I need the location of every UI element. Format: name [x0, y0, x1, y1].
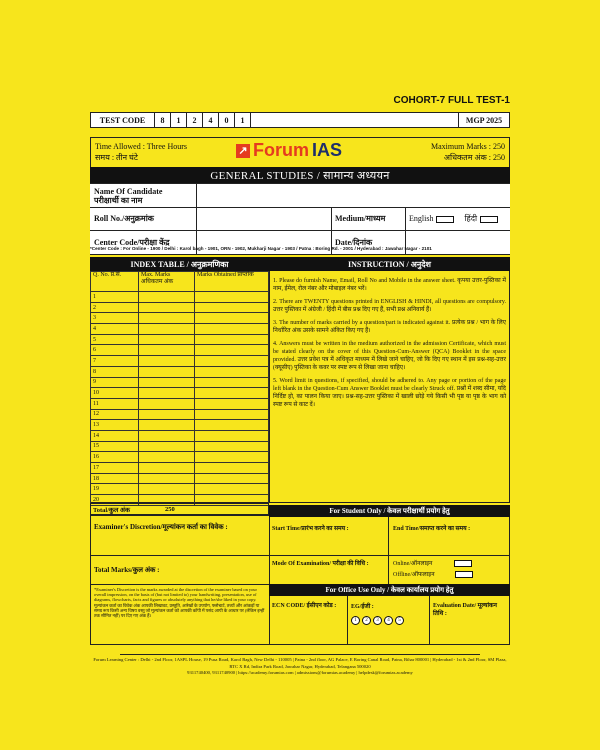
- marks-obtained-cell[interactable]: [195, 441, 269, 452]
- max-marks-en: Maximum Marks : 250: [431, 142, 505, 151]
- question-number: 8: [91, 366, 139, 377]
- index-table-row: [91, 302, 269, 313]
- test-code-spacer: [251, 113, 459, 127]
- max-marks-cell[interactable]: [139, 430, 195, 441]
- english-checkbox[interactable]: [436, 216, 454, 223]
- question-number: 9: [91, 377, 139, 388]
- index-table-row: [91, 430, 269, 441]
- question-number: 1: [91, 292, 139, 303]
- index-table-row: [91, 441, 269, 452]
- index-table-row: [91, 345, 269, 356]
- index-table-row: [91, 366, 269, 377]
- test-code-digit: 1: [171, 113, 187, 127]
- roll-no-field[interactable]: [200, 210, 328, 228]
- maximum-marks: [431, 141, 505, 163]
- logo-arrow-icon: ↗: [236, 144, 250, 158]
- instruction-title: INSTRUCTION / अनुदेश: [269, 257, 510, 271]
- english-option-label: English: [409, 214, 434, 223]
- question-number: 3: [91, 313, 139, 324]
- max-marks-hi: अधिकतम अंक : 250: [443, 153, 505, 162]
- eg-option[interactable]: 4: [384, 616, 393, 625]
- candidate-name-field[interactable]: [200, 186, 506, 205]
- time-allowed-en: Time Allowed : Three Hours: [95, 142, 187, 151]
- max-marks-cell[interactable]: [139, 292, 195, 303]
- index-total-row: [90, 503, 269, 515]
- roll-no-label: Roll No./अनुक्रमांक: [94, 214, 154, 223]
- max-marks-cell[interactable]: [139, 409, 195, 420]
- marks-obtained-cell[interactable]: [195, 430, 269, 441]
- index-table-row: [91, 473, 269, 484]
- max-marks-cell[interactable]: [139, 473, 195, 484]
- question-number: 12: [91, 409, 139, 420]
- total-marks-label: Total Marks/कुल अंक :: [94, 566, 160, 574]
- index-table-row: [91, 463, 269, 474]
- question-number: 4: [91, 324, 139, 335]
- candidate-name-hi: परीक्षार्थी का नाम: [94, 196, 143, 205]
- marks-obtained-cell[interactable]: [195, 292, 269, 303]
- max-marks-cell[interactable]: [139, 302, 195, 313]
- max-marks-cell[interactable]: [139, 377, 195, 388]
- marks-obtained-cell[interactable]: [195, 409, 269, 420]
- index-table-row: [91, 356, 269, 367]
- instruction-item: 2. There are TWENTY questions printed in ENGLISH & HINDI, all questions are compulsory. उत्तर पुस्तिका में अंग्रेजी / हिंदी में बीस प्रश्न दिए गए हैं, सभी प्रश्न अनिवार्य हैं।: [273, 299, 506, 313]
- max-marks-cell[interactable]: [139, 420, 195, 431]
- student-use-banner: For Student Only / केवल परीक्षार्थी प्रयोग हेतु: [269, 505, 510, 517]
- instruction-list: [273, 277, 506, 414]
- offline-checkbox[interactable]: [455, 571, 473, 578]
- subject-banner: GENERAL STUDIES / सामान्य अध्ययन: [90, 167, 510, 183]
- online-label: Online/ऑनलाइन: [393, 561, 433, 567]
- eg-options: [351, 616, 404, 625]
- max-marks-cell[interactable]: [139, 366, 195, 377]
- total-label: Total/कुल अंक: [93, 506, 130, 514]
- examiner-discretion-note: *Examiner's Discretion is the marks awarded at the discretion of the examiner based on your overall impression, on the basis of (but not limited to) your handwriting, presentation, use of diagrams, flowcharts, facts and figures or absolutely anything that he/she liked in your copy. मूल्यांकन कर्ता का विवेक अंक आपकी लिखावट, प्रस्तुति, आरेखों के उपयोग, फ्लोचार्ट, तथ्यों और आंकड़ों या समग्र रूप किसी अन्य विषय वस्तु जो मूल्यांकन कर्ता को आपकी कॉपी में पसंद आयी के आधार पर (लेकिन इन्हीं तक सीमित नहीं) पर दिए गए अंक हैं।: [94, 587, 265, 619]
- max-marks-cell[interactable]: [139, 345, 195, 356]
- medium-options: [409, 214, 498, 223]
- max-marks-cell[interactable]: [139, 484, 195, 495]
- marks-obtained-cell[interactable]: [195, 334, 269, 345]
- exam-mode-options: [393, 559, 473, 581]
- index-table-row: [91, 398, 269, 409]
- eg-option[interactable]: 2: [362, 616, 371, 625]
- instruction-item: 5. Word limit in questions, if specified, should be adhered to. Any page or portion of the page left blank in the Question-Cum Answer Booklet must be clearly Struck off. प्रश्नों में शब्द सीमा, यदि निर्दिष्ट हो, का पालन किया जाए। प्रश्न-सह-उत्तर पुस्तिका में खाली छोड़े गये किसी भी पृष्ठ या पृष्ठ के भाग को स्पष्ट रूप से काट दें।: [273, 378, 506, 408]
- test-code-digit: 4: [203, 113, 219, 127]
- eg-option[interactable]: 5: [395, 616, 404, 625]
- question-number: 6: [91, 345, 139, 356]
- index-table-title: INDEX TABLE / अनुक्रमणिका: [90, 257, 269, 271]
- question-number: 14: [91, 430, 139, 441]
- question-number: 17: [91, 463, 139, 474]
- max-marks-cell[interactable]: [139, 463, 195, 474]
- marks-obtained-cell[interactable]: [195, 420, 269, 431]
- question-number: 18: [91, 473, 139, 484]
- time-allowed: [95, 141, 187, 163]
- examiner-discretion: Examiner's Discretion/मूल्यांकन कर्ता का विवेक :: [94, 523, 228, 531]
- eg-option[interactable]: 1: [351, 616, 360, 625]
- test-code-digit: 2: [187, 113, 203, 127]
- max-marks-cell[interactable]: [139, 398, 195, 409]
- start-time-label: Start Time/प्रारंभ करने का समय :: [272, 526, 349, 532]
- instruction-item: 4. Answers must be written in the medium authorized in the admission Certificate, which must be stated clearly on the cover of this Question-Cum-Answer (QCA) Booklet in the space provided. उत्तर प्रवेश पत्र में अधिकृत माध्यम में लिखे जाने चाहिए, जो कि दिए गए स्थान में इस प्रश्न-सह-उत्तर (क्यूसीए) पुस्तिका के कवर पर स्पष्ट रूप से लिखा जाना चाहिए।: [273, 341, 506, 371]
- question-number: 15: [91, 441, 139, 452]
- candidate-name-label: [94, 187, 162, 205]
- index-table-row: [91, 388, 269, 399]
- max-marks-cell[interactable]: [139, 452, 195, 463]
- ecn-code-label: ECN CODE/ ईसीएन कोड :: [272, 603, 337, 609]
- index-table-row: [91, 484, 269, 495]
- marks-obtained-cell[interactable]: [195, 377, 269, 388]
- index-table-row: [91, 452, 269, 463]
- total-value: 250: [165, 505, 175, 513]
- index-table-row: [91, 409, 269, 420]
- center-code-note: *Center Code : For Online - 1900 / Delhi : Karol bagh - 1901, ORN - 1902, Mukharji Nagar - 1903 / Patna : Boring Rd. - 2001 / Hyderabad : Jawahar Nagar - 2101: [90, 246, 432, 251]
- question-number: 19: [91, 484, 139, 495]
- evaluation-date-label: Evaluation Date/ मूल्यांकन तिथि :: [433, 603, 497, 617]
- max-marks-cell[interactable]: [139, 324, 195, 335]
- marks-obtained-cell[interactable]: [195, 452, 269, 463]
- hindi-option-label: हिंदी: [464, 214, 478, 223]
- footer: [90, 657, 510, 677]
- col-qno: Q. No. प्र.सं.: [91, 272, 139, 292]
- question-number: 7: [91, 356, 139, 367]
- marks-obtained-cell[interactable]: [195, 356, 269, 367]
- forumias-logo: [236, 140, 342, 161]
- col-marks-obtained: Marks Obtained प्राप्तांक: [195, 272, 269, 292]
- max-marks-cell[interactable]: [139, 388, 195, 399]
- instruction-item: 3. The number of marks carried by a question/part is indicated against it. प्रत्येक प्रश्न / भाग के लिए निर्धारित अंक उसके सामने अंकित किए गए हैं।: [273, 320, 506, 334]
- series-code: MGP 2025: [465, 115, 503, 125]
- question-number: 2: [91, 302, 139, 313]
- test-code-digit: 1: [235, 113, 251, 127]
- index-table-row: [91, 292, 269, 303]
- footer-contact: 9311740400, 9311740900 | https://academy.forumias.com | admissions@forumias.academy | helpdesk@forumias.academy: [187, 670, 413, 675]
- marks-obtained-cell[interactable]: [195, 366, 269, 377]
- marks-obtained-cell[interactable]: [195, 324, 269, 335]
- index-table-row: [91, 420, 269, 431]
- question-number: 20: [91, 495, 139, 506]
- test-code-digit: 8: [155, 113, 171, 127]
- online-checkbox[interactable]: [454, 560, 472, 567]
- max-marks-cell[interactable]: [139, 356, 195, 367]
- marks-obtained-cell[interactable]: [195, 345, 269, 356]
- medium-label: Medium/माध्यम: [335, 214, 386, 223]
- eg-option[interactable]: 3: [373, 616, 382, 625]
- index-table: [90, 271, 269, 506]
- col-max-marks: Max. Marks अधिकतम अंक: [139, 272, 195, 292]
- test-code-digit: 0: [219, 113, 235, 127]
- cohort-title: COHORT-7 FULL TEST-1: [393, 95, 510, 106]
- test-code-row: [90, 112, 510, 128]
- index-table-row: [91, 313, 269, 324]
- question-number: 13: [91, 420, 139, 431]
- offline-label: Offline/ऑफलाइन: [393, 572, 435, 578]
- eg-label: EG/ईजी :: [351, 604, 374, 610]
- index-table-row: [91, 334, 269, 345]
- footer-address: Forum Learning Center : Delhi - 2nd Floor, 1ASPL House, 19 Pusa Road, Karol Bagh, New Delhi - 110005 | Patna - 2nd floor, AG Palace, E Boring Canal Road, Patna, Bihar 800001 | Hyderabad - 1st & 2nd Floor, SM Plaza, RTC X Rd, Indira Park Road, Jawahar Nagar, Hyderabad, Telangana 500020: [93, 657, 507, 669]
- candidate-block: [90, 183, 510, 255]
- time-allowed-hi: समय : तीन घंटे: [95, 153, 138, 162]
- index-table-row: [91, 324, 269, 335]
- marks-obtained-cell[interactable]: [195, 313, 269, 324]
- marks-obtained-cell[interactable]: [195, 484, 269, 495]
- exam-mode-label: Mode Of Examination/ परीक्षा की विधि :: [272, 561, 369, 567]
- end-time-label: End Time/समाप्त करने का समय :: [393, 526, 471, 532]
- max-marks-cell[interactable]: [139, 313, 195, 324]
- question-number: 11: [91, 398, 139, 409]
- marks-obtained-cell[interactable]: [195, 473, 269, 484]
- office-use-banner: For Office Use Only / केवल कार्यालय प्रयोग हेतु: [269, 584, 510, 596]
- marks-obtained-cell[interactable]: [195, 398, 269, 409]
- question-number: 16: [91, 452, 139, 463]
- marks-obtained-cell[interactable]: [195, 388, 269, 399]
- logo-word-forum: Forum: [253, 140, 309, 160]
- marks-obtained-cell[interactable]: [195, 302, 269, 313]
- hindi-checkbox[interactable]: [480, 216, 498, 223]
- center-code-label: Center Code/परीक्षा केंद्र: [94, 238, 170, 247]
- date-label: Date/दिनांक: [335, 238, 373, 247]
- marks-obtained-cell[interactable]: [195, 463, 269, 474]
- candidate-name-en: Name Of Candidate: [94, 187, 163, 196]
- instruction-item: 1. Please do furnish Name, Email, Roll No and Mobile in the answer sheet. कृपया उत्तर-पुस्तिका में नाम, ईमेल, रोल नंबर और मोबाइल नंबर भरें।: [273, 278, 506, 292]
- test-code-label: TEST CODE: [91, 113, 155, 127]
- question-number: 5: [91, 334, 139, 345]
- max-marks-cell[interactable]: [139, 334, 195, 345]
- index-table-row: [91, 377, 269, 388]
- logo-word-ias: IAS: [312, 140, 343, 160]
- question-number: 10: [91, 388, 139, 399]
- max-marks-cell[interactable]: [139, 441, 195, 452]
